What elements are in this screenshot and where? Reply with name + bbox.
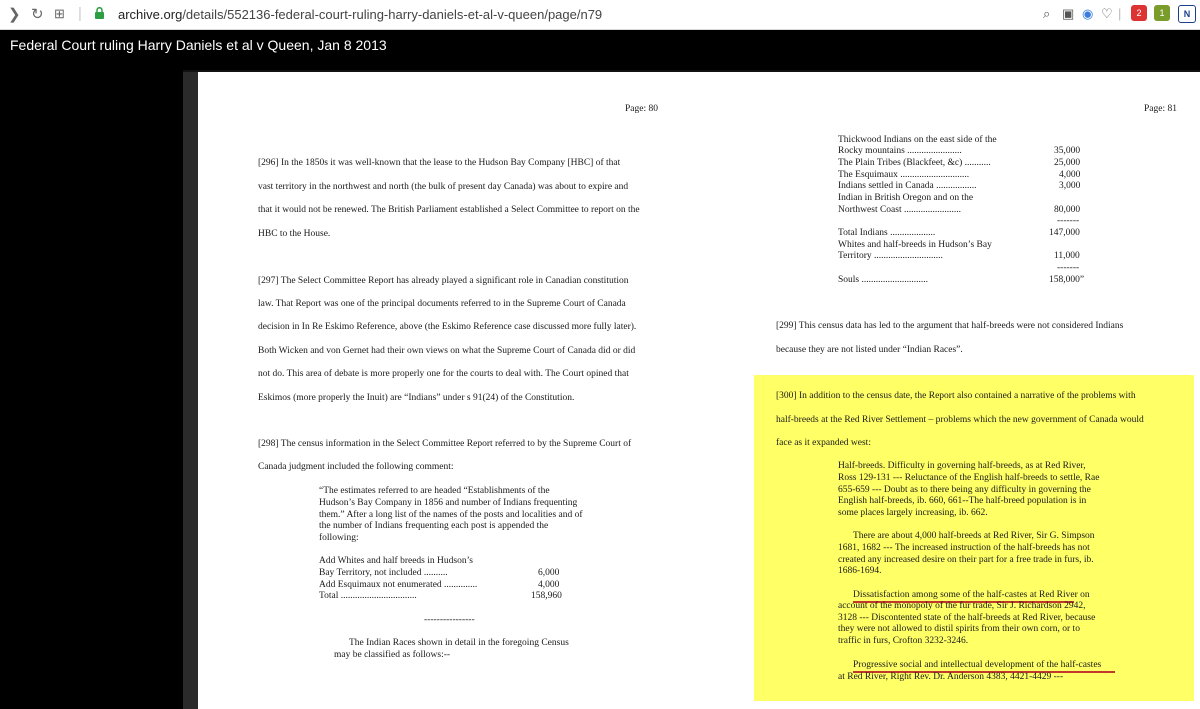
- page-edge: [183, 72, 198, 709]
- left-line: [297] The Select Committee Report has already played a significant role in Canadian constitution: [258, 276, 629, 286]
- index-line: 1681, 1682 --- The increased instruction of the half-breeds has not: [838, 543, 1090, 553]
- extension-n-icon[interactable]: N: [1178, 5, 1196, 23]
- index-line: 655-659 --- Doubt as to there being any difficulty in governing the: [838, 485, 1091, 495]
- table-label: Bay Territory, not included ..........: [319, 568, 448, 578]
- index-line: they were not allowed to distil spirits from their own corn, or to: [838, 624, 1080, 634]
- table-value: 6,000: [538, 568, 560, 578]
- census-label: Whites and half-breeds in Hudson’s Bay: [838, 240, 992, 250]
- left-line: HBC to the House.: [258, 229, 331, 239]
- extension-mail-icon[interactable]: 2: [1131, 5, 1147, 21]
- census-value: 80,000: [1054, 205, 1081, 215]
- reload-icon[interactable]: ↻: [31, 6, 44, 23]
- census-label: Northwest Coast ........................: [838, 205, 961, 215]
- table-value: 158,960: [531, 591, 562, 601]
- census-label: Indian in British Oregon and on the: [838, 193, 974, 203]
- left-line: Eskimos (more properly the Inuit) are “Indians” under s 91(24) of the Constitution.: [258, 393, 575, 403]
- left-line: Both Wicken and von Gernet had their own views on what the Supreme Court of Canada did or did: [258, 346, 636, 356]
- index-line: Ross 129-131 --- Reluctance of the English half-breeds to settle, Rae: [838, 473, 1100, 483]
- separator-line: ----------------: [424, 615, 475, 625]
- census-label: Rocky mountains .......................: [838, 146, 962, 156]
- quote-line: following:: [319, 533, 359, 543]
- census-value: 147,000: [1049, 228, 1080, 238]
- census-value: 3,000: [1059, 181, 1081, 191]
- census-label: Souls ............................: [838, 275, 928, 285]
- lock-icon[interactable]: [94, 7, 105, 19]
- quote-line: the number of Indians frequenting each post is appended the: [319, 521, 549, 531]
- census-value: 4,000: [1059, 170, 1081, 180]
- toolbar-divider-right: |: [1118, 6, 1122, 21]
- table-label: Add Esquimaux not enumerated ..............: [319, 580, 478, 590]
- census-label: Indians settled in Canada .................: [838, 181, 977, 191]
- p300-line: [300] In addition to the census date, the Report also contained a narrative of the problems with: [776, 391, 1136, 401]
- quote-line: them.” After a long list of the names of the posts and localities and of: [319, 510, 583, 520]
- index-line: Dissatisfaction among some of the half-castes at Red River on: [853, 590, 1090, 600]
- trailing-line: may be classified as follows:--: [334, 650, 451, 660]
- left-line: [298] The census information in the Select Committee Report referred to by the Supreme Court of: [258, 439, 632, 449]
- camera-icon[interactable]: ▣: [1062, 6, 1075, 21]
- toolbar-divider: |: [78, 5, 82, 22]
- quote-line: “The estimates referred to are headed “Establishments of the: [319, 486, 550, 496]
- index-line: 3128 --- Discontented state of the half-breeds at Red River, because: [838, 613, 1096, 623]
- index-line: Half-breeds. Difficulty in governing half-breeds, as at Red River,: [838, 461, 1086, 471]
- apps-grid-icon[interactable]: ⊞: [54, 6, 65, 21]
- index-line: There are about 4,000 half-breeds at Red River, Sir G. Simpson: [853, 531, 1095, 541]
- document-title: Federal Court ruling Harry Daniels et al v Queen, Jan 8 2013: [10, 37, 387, 53]
- search-icon[interactable]: ⌕: [1043, 6, 1051, 21]
- index-line: Progressive social and intellectual development of the half-castes: [853, 660, 1102, 670]
- heart-icon[interactable]: ♡: [1101, 6, 1113, 21]
- p300-line: face as it expanded west:: [776, 438, 871, 448]
- census-label: The Plain Tribes (Blackfeet, &c) ...........: [838, 158, 991, 168]
- url-host: archive.org: [118, 7, 183, 22]
- index-line: English half-breeds, ib. 660, 661--The half-breed population is in: [838, 496, 1087, 506]
- census-value: -------: [1057, 216, 1080, 226]
- back-icon[interactable]: ❯: [8, 6, 21, 23]
- index-line: created any increased desire on their part for a free trade in furs, ib.: [838, 555, 1094, 565]
- table-value: 4,000: [538, 580, 560, 590]
- census-label: Total Indians ...................: [838, 228, 936, 238]
- index-line: at Red River, Right Rev. Dr. Anderson 4383, 4421-4429 ---: [838, 672, 1064, 682]
- census-value: -------: [1057, 263, 1080, 273]
- index-line: account of the monopoly of the fur trade, Sir J. Richardson 2942,: [838, 601, 1086, 611]
- table-label: Add Whites and half breeds in Hudson’s: [319, 556, 473, 566]
- left-line: [296] In the 1850s it was well-known that the lease to the Hudson Bay Company [HBC] of that: [258, 158, 621, 168]
- census-value: 11,000: [1054, 251, 1080, 261]
- census-value: 35,000: [1054, 146, 1081, 156]
- census-label: The Esquimaux .............................: [838, 170, 970, 180]
- census-value: 158,000”: [1049, 275, 1085, 285]
- left-line: law. That Report was one of the principal documents referred to in the Supreme Court of Canada: [258, 299, 626, 309]
- census-label: Thickwood Indians on the east side of the: [838, 135, 997, 145]
- index-line: 1686-1694.: [838, 566, 882, 576]
- left-line: not do. This area of debate is more properly one for the courts to deal with. The Court opined that: [258, 369, 629, 379]
- trailing-line: The Indian Races shown in detail in the foregoing Census: [349, 638, 569, 648]
- extension-globe-icon[interactable]: 1: [1154, 5, 1170, 21]
- index-line: traffic in furs, Crofton 3232-3246.: [838, 636, 969, 646]
- left-page-label: Page: 80: [625, 104, 658, 114]
- left-line: vast territory in the northwest and north (the bulk of present day Canada) was about to expire and: [258, 182, 629, 192]
- shield-icon[interactable]: ◉: [1082, 6, 1094, 21]
- left-line: decision in In Re Eskimo Reference, above (the Eskimo Reference case discussed more fully later).: [258, 322, 637, 332]
- url-path: /details/552136-federal-court-ruling-harry-daniels-et-al-v-queen/page/n79: [182, 7, 603, 22]
- address-bar[interactable]: [118, 7, 602, 22]
- p299-line: [299] This census data has led to the argument that half-breeds were not considered Indians: [776, 321, 1124, 331]
- census-label: Territory .............................: [838, 251, 943, 261]
- left-line: Canada judgment included the following comment:: [258, 462, 454, 472]
- right-page-label: Page: 81: [1144, 104, 1177, 114]
- index-line: some places largely increasing, ib. 662.: [838, 508, 988, 518]
- left-line: that it would not be renewed. The British Parliament established a Select Committee to report on the: [258, 205, 640, 215]
- quote-line: Hudson’s Bay Company in 1856 and number of Indians frequenting: [319, 498, 578, 508]
- census-value: 25,000: [1054, 158, 1081, 168]
- p299-line: because they are not listed under “Indian Races”.: [776, 345, 963, 355]
- browser-toolbar: [0, 0, 1200, 30]
- table-label: Total ................................: [319, 591, 417, 601]
- p300-line: half-breeds at the Red River Settlement – problems which the new government of Canada would: [776, 415, 1144, 425]
